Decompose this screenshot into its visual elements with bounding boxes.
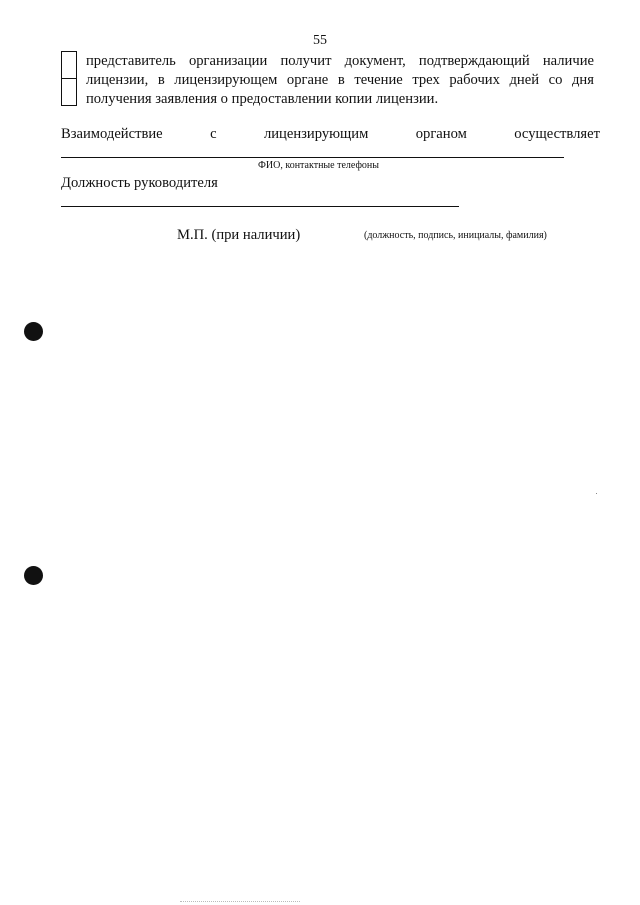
word: наличие xyxy=(542,53,594,69)
scan-edge xyxy=(180,901,300,902)
signature-caption: (должность, подпись, инициалы, фамилия) xyxy=(364,230,547,241)
contact-fill-line[interactable] xyxy=(61,157,564,158)
option-text-line-1 xyxy=(86,53,594,70)
word: осуществляет xyxy=(514,126,600,142)
word: со xyxy=(548,72,563,88)
page-number: 55 xyxy=(313,33,327,48)
word: трех xyxy=(412,72,440,88)
word: подтверждающий xyxy=(418,53,530,69)
word: течение xyxy=(354,72,403,88)
word: органом xyxy=(415,126,467,142)
word: органе xyxy=(286,72,329,88)
word: с xyxy=(210,126,217,142)
word: представитель xyxy=(86,53,176,69)
word: рабочих xyxy=(449,72,500,88)
word: организации xyxy=(188,53,268,69)
scan-speck xyxy=(596,493,597,494)
word: лицензирующем xyxy=(174,72,278,88)
option-text-line-2 xyxy=(86,72,594,89)
word: Взаимодействие xyxy=(61,126,163,142)
interaction-statement xyxy=(61,126,600,143)
word: дней xyxy=(509,72,540,88)
contact-caption: ФИО, контактные телефоны xyxy=(258,160,379,171)
word: в xyxy=(337,72,345,88)
binder-hole-bottom xyxy=(24,566,43,585)
word: документ, xyxy=(344,53,406,69)
word: дня xyxy=(571,72,594,88)
word: получит xyxy=(280,53,332,69)
option-text-line-3: получения заявления о предоставлении копии лицензии. xyxy=(86,91,439,107)
binder-hole-top xyxy=(24,322,43,341)
head-position-fill-line[interactable] xyxy=(61,206,459,207)
stamp-label: М.П. (при наличии) xyxy=(177,227,301,243)
word: в xyxy=(157,72,165,88)
option-checkbox[interactable] xyxy=(61,51,77,106)
word: лицензирующим xyxy=(263,126,369,142)
head-position-label: Должность руководителя xyxy=(61,175,218,191)
word: лицензии, xyxy=(86,72,149,88)
